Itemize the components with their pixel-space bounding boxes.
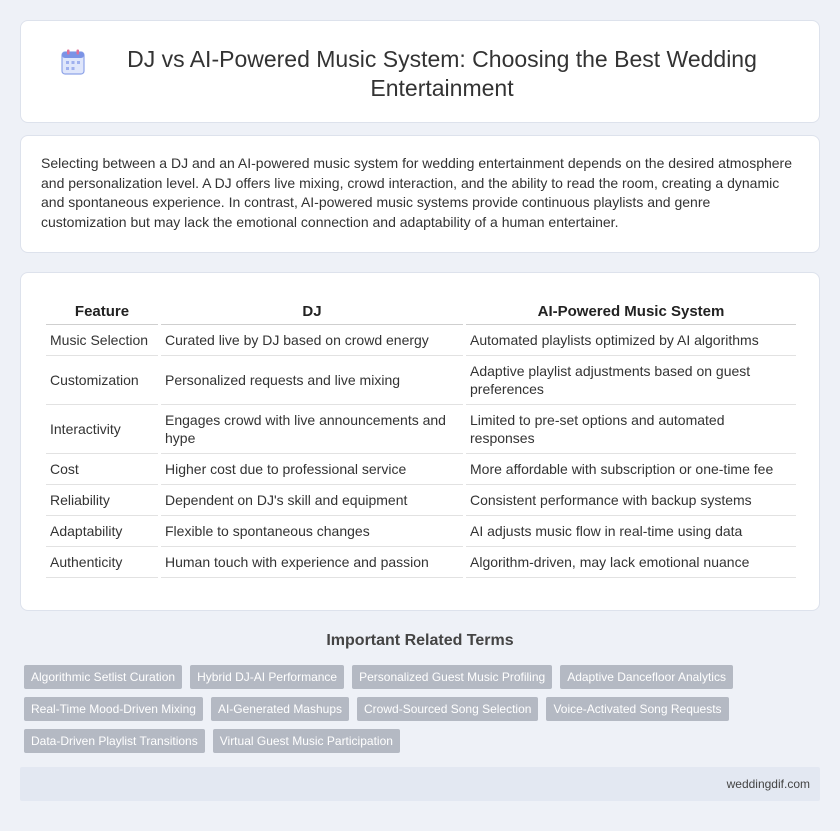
intro-paragraph: Selecting between a DJ and an AI-powered music system for wedding entertainment depends on the desired atmosphere and personalization level. A DJ offers live mixing, crowd interaction, and the ability to read the room, creating a dynamic and spontaneous experience. In contrast, AI-powered music systems provide continuous playlists and genre customization but may lack the emotional connection and adaptability of a human entertainer. xyxy=(41,155,792,230)
related-term-tag[interactable]: Adaptive Dancefloor Analytics xyxy=(560,665,733,689)
feature-cell: Reliability xyxy=(46,485,158,516)
ai-cell: AI adjusts music flow in real-time using data xyxy=(466,516,796,547)
table-row xyxy=(46,325,796,356)
dj-cell: Curated live by DJ based on crowd energy xyxy=(161,325,463,356)
footer xyxy=(20,767,820,801)
ai-cell: Adaptive playlist adjustments based on guest preferences xyxy=(466,356,796,405)
feature-cell: Adaptability xyxy=(46,516,158,547)
feature-cell: Authenticity xyxy=(46,547,158,578)
table-row xyxy=(46,454,796,485)
ai-cell: Automated playlists optimized by AI algorithms xyxy=(466,325,796,356)
footer-site-link[interactable]: weddingdif.com xyxy=(726,777,810,791)
title-card xyxy=(20,20,820,123)
related-term-tag[interactable]: Real-Time Mood-Driven Mixing xyxy=(24,697,203,721)
title-row xyxy=(21,21,819,103)
table-row xyxy=(46,405,796,454)
dj-cell: Human touch with experience and passion xyxy=(161,547,463,578)
feature-cell: Cost xyxy=(46,454,158,485)
header-ai-system: AI-Powered Music System xyxy=(466,295,796,325)
related-term-tag[interactable]: Algorithmic Setlist Curation xyxy=(24,665,182,689)
related-term-tag[interactable]: Voice-Activated Song Requests xyxy=(546,697,728,721)
related-term-tag[interactable]: Hybrid DJ-AI Performance xyxy=(190,665,344,689)
feature-cell: Interactivity xyxy=(46,405,158,454)
comparison-card xyxy=(20,272,820,611)
dj-cell: Engages crowd with live announcements and hype xyxy=(161,405,463,454)
dj-cell: Dependent on DJ's skill and equipment xyxy=(161,485,463,516)
comparison-table xyxy=(43,295,799,578)
calendar-icon xyxy=(61,49,85,75)
related-term-tag[interactable]: Personalized Guest Music Profiling xyxy=(352,665,552,689)
header-feature: Feature xyxy=(46,295,158,325)
table-row xyxy=(46,547,796,578)
related-term-tag[interactable]: Virtual Guest Music Participation xyxy=(213,729,400,753)
page-title: DJ vs AI-Powered Music System: Choosing the Best Wedding Entertainment xyxy=(127,46,757,101)
dj-cell: Personalized requests and live mixing xyxy=(161,356,463,405)
feature-cell: Music Selection xyxy=(46,325,158,356)
dj-cell: Higher cost due to professional service xyxy=(161,454,463,485)
feature-cell: Customization xyxy=(46,356,158,405)
ai-cell: More affordable with subscription or one-time fee xyxy=(466,454,796,485)
table-row xyxy=(46,356,796,405)
table-row xyxy=(46,485,796,516)
related-term-tag[interactable]: AI-Generated Mashups xyxy=(211,697,349,721)
ai-cell: Limited to pre-set options and automated responses xyxy=(466,405,796,454)
ai-cell: Algorithm-driven, may lack emotional nuance xyxy=(466,547,796,578)
intro-card xyxy=(20,135,820,253)
ai-cell: Consistent performance with backup systems xyxy=(466,485,796,516)
related-terms-list xyxy=(24,665,804,753)
table-row xyxy=(46,516,796,547)
header-dj: DJ xyxy=(161,295,463,325)
related-term-tag[interactable]: Data-Driven Playlist Transitions xyxy=(24,729,205,753)
dj-cell: Flexible to spontaneous changes xyxy=(161,516,463,547)
related-term-tag[interactable]: Crowd-Sourced Song Selection xyxy=(357,697,538,721)
table-header-row xyxy=(46,295,796,325)
related-terms-title: Important Related Terms xyxy=(326,632,514,649)
